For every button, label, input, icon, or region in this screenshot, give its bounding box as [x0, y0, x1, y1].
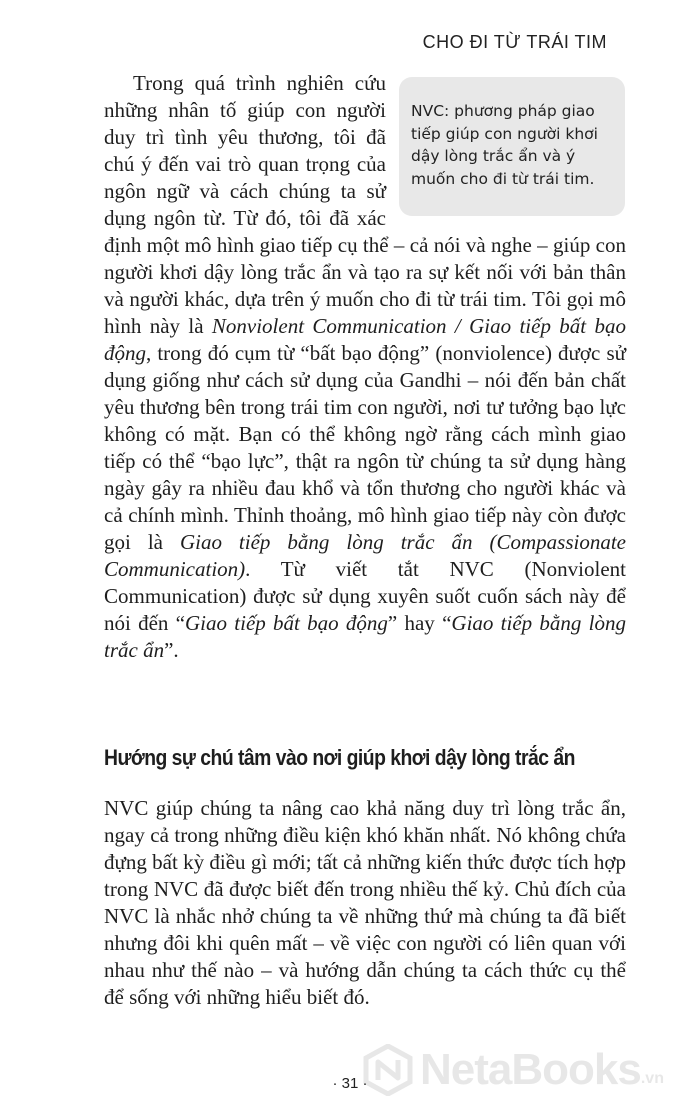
paragraph-1-text-part-5: ”. — [164, 638, 179, 662]
paragraph-1-text-part-3: . Từ viết tắt NVC (Nonviolent Communication) được sử dụng xuyên suốt cuốn sách này để nói đến “ — [104, 557, 626, 635]
running-header: CHO ĐI TỪ TRÁI TIM — [422, 32, 607, 52]
paragraph-1-italic-term-2: Giao tiếp bằng lòng trắc ẩn (Compassionate Communication) — [104, 530, 626, 581]
pullquote-float-spacer — [386, 70, 626, 218]
watermark-brand: NetaBooks — [420, 1045, 641, 1094]
paragraph-1-text-part-2: , trong đó cụm từ “bất bạo động” (nonviolence) được sử dụng giống như cách sử dụng của Gandhi – nói đến bản chất yêu thương bên trong trái tim con người, nơi tư tưởng bạo lực không có mặt. Bạn có thể không ngờ rằng cách mình giao tiếp có thể “bạo lực”, thật ra ngôn từ chúng ta sử dụng hàng ngày gây ra nhiều đau khổ và tổn thương cho người khác và cả chính mình. Thỉnh thoảng, mô hình giao tiếp này còn được gọi là — [104, 341, 626, 554]
watermark-suffix: .vn — [640, 1070, 664, 1087]
paragraph-1-italic-term-3: Giao tiếp bất bạo động — [185, 611, 388, 635]
paragraph-1-text-part-4: ” hay “ — [387, 611, 452, 635]
body-paragraph-1 — [104, 70, 626, 664]
body-paragraph-2: NVC giúp chúng ta nâng cao khả năng duy trì lòng trắc ẩn, ngay cả trong những điều kiện khó khăn nhất. Nó không chứa đựng bất kỳ điều gì mới; tất cả những kiến thức được tích hợp trong NVC đã được biết đến trong nhiều thế kỷ. Chủ đích của NVC là nhắc nhở chúng ta về những thứ mà chúng ta đã biết nhưng đôi khi quên mất – về việc con người có liên quan với nhau như thế nào – và hướng dẫn chúng ta cách thức cụ thể để sống với những hiểu biết đó. — [104, 796, 626, 1009]
paragraph-1-italic-term-1: Nonviolent Communication / Giao tiếp bất bạo động — [104, 314, 626, 365]
paragraph-1-text-part-1: Trong quá trình nghiên cứu những nhân tố giúp con người duy trì tình yêu thương, tôi đã chú ý đến vai trò quan trọng của ngôn ngữ và cách chúng ta sử dụng ngôn từ. Từ đó, tôi đã xác định một mô hình giao tiếp cụ thể – cả nói và nghe – giúp con người khơi dậy lòng trắc ẩn và tạo ra sự kết nối với bản thân và người khác, dựa trên ý muốn cho đi từ trái tim. Tôi gọi mô hình này là — [104, 71, 626, 338]
pullquote-text: NVC: phương pháp giao tiếp giúp con người khơi dậy lòng trắc ẩn và ý muốn cho đi từ trái tim. — [411, 102, 598, 188]
section-heading: Hướng sự chú tâm vào nơi giúp khơi dậy lòng trắc ẩn — [104, 745, 575, 770]
paragraph-1-italic-term-4: Giao tiếp bằng lòng trắc ẩn — [104, 611, 627, 662]
page-number: · 31 · — [332, 1075, 368, 1092]
